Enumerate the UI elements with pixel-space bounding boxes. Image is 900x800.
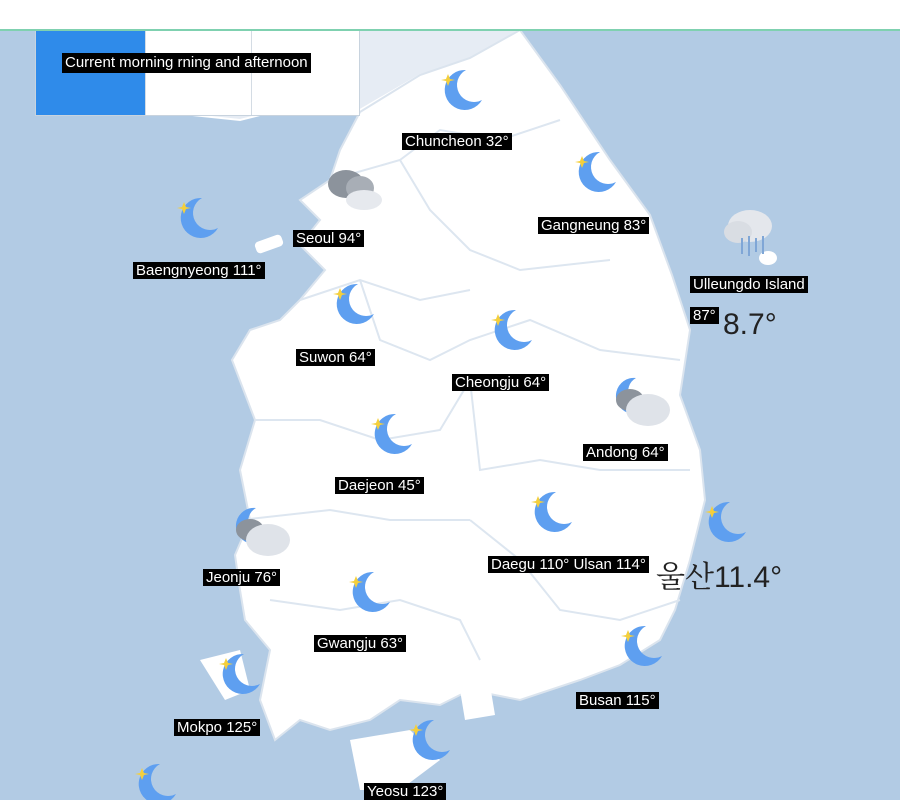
south-islands: [460, 685, 495, 720]
city-label-busan: Busan 115°: [576, 692, 659, 709]
tab-morning[interactable]: [146, 31, 252, 115]
city-label-gangneung: Gangneung 83°: [538, 217, 649, 234]
moon-icon: [130, 760, 180, 800]
tab-all[interactable]: [36, 31, 146, 115]
moon-icon: [172, 194, 222, 244]
moon-cloud-icon: [226, 504, 296, 560]
top-bar: [0, 0, 900, 31]
moon-icon: [404, 716, 454, 766]
moon-icon: [214, 650, 264, 700]
city-label-gwangju: Gwangju 63°: [314, 635, 406, 652]
city-label-daejeon: Daejeon 45°: [335, 477, 424, 494]
city-label-ulleungdo-value: 87°: [690, 307, 719, 324]
moon-icon: [366, 410, 416, 460]
rain-cloud-icon: [720, 204, 784, 264]
baengnyeong-island-shape: [254, 234, 284, 255]
city-label-seoul: Seoul 94°: [293, 230, 364, 247]
city-label-daegu-ulsan: Daegu 110° Ulsan 114°: [488, 556, 649, 573]
city-label-cheongju: Cheongju 64°: [452, 374, 549, 391]
city-label-chuncheon: Chuncheon 32°: [402, 133, 512, 150]
temp-ulsan: 울산11.4°: [656, 561, 783, 594]
moon-icon: [344, 568, 394, 618]
city-label-jeonju: Jeonju 76°: [203, 569, 280, 586]
moon-icon: [616, 622, 666, 672]
city-label-andong: Andong 64°: [583, 444, 668, 461]
city-label-mokpo: Mokpo 125°: [174, 719, 260, 736]
moon-icon: [526, 488, 576, 538]
cloud-icon: [320, 158, 384, 214]
temp-ulleungdo: 8.7°: [723, 308, 777, 341]
moon-icon: [570, 148, 620, 198]
moon-icon: [700, 498, 750, 548]
time-tabs: [35, 30, 360, 116]
moon-cloud-icon: [606, 374, 676, 430]
city-label-suwon: Suwon 64°: [296, 349, 375, 366]
city-label-yeosu: Yeosu 123°: [364, 783, 446, 800]
moon-icon: [486, 306, 536, 356]
tab-label: Current morning rning and afternoon: [62, 53, 311, 73]
moon-icon: [328, 280, 378, 330]
city-label-baengnyeong: Baengnyeong 111°: [133, 262, 265, 279]
city-label-ulleungdo: Ulleungdo Island: [690, 276, 808, 293]
tab-afternoon[interactable]: [252, 31, 359, 115]
moon-icon: [436, 66, 486, 116]
